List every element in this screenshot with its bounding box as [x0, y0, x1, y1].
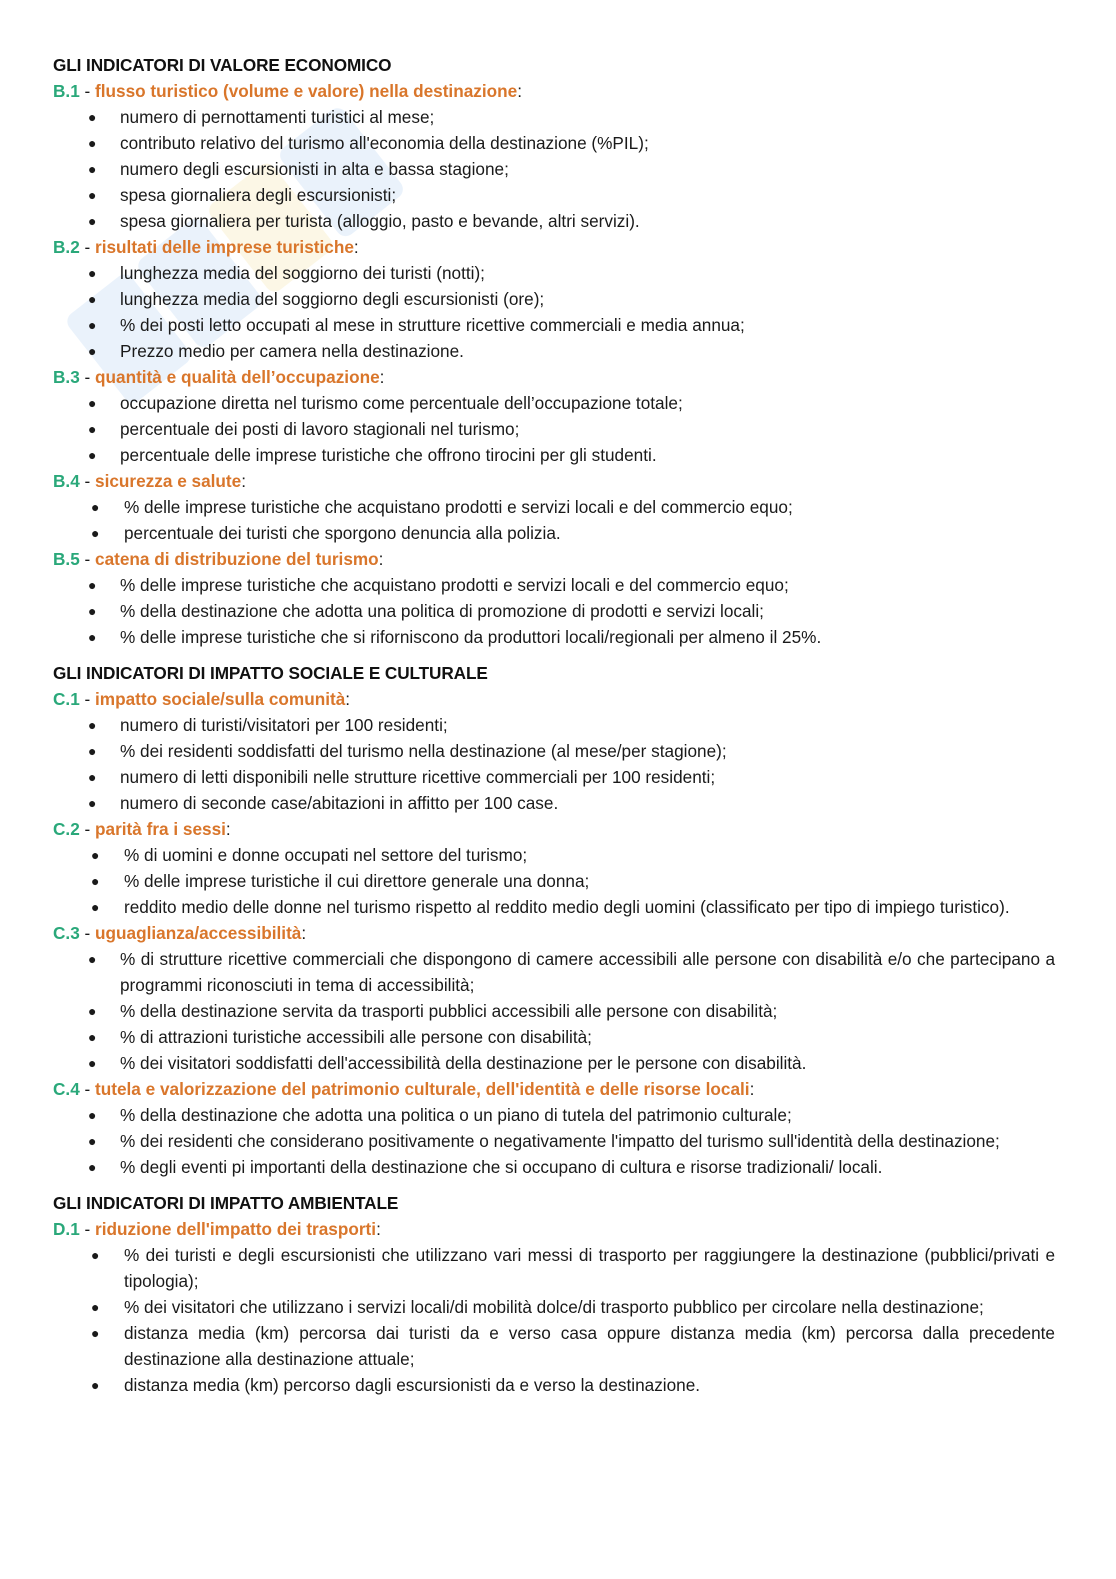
list-item — [53, 208, 1055, 234]
list-item — [53, 894, 1055, 920]
bullet-icon: ● — [91, 1377, 100, 1393]
indicator-list — [53, 104, 1055, 234]
list-item — [53, 130, 1055, 156]
indicator-group-title — [53, 686, 1055, 712]
indicator-group — [53, 1076, 1055, 1180]
list-item — [53, 312, 1055, 338]
list-item-text: % dei visitatori soddisfatti dell'accessibilità della destinazione per le persone con disabilità. — [120, 1053, 807, 1073]
indicator-code: B.3 — [53, 367, 80, 387]
list-item — [53, 286, 1055, 312]
section-heading: GLI INDICATORI DI IMPATTO AMBIENTALE — [53, 1193, 399, 1213]
list-item-text: % delle imprese turistiche che acquistano prodotti e servizi locali e del commercio equo; — [120, 575, 789, 595]
list-item — [53, 104, 1055, 130]
bullet-icon: ● — [91, 847, 100, 863]
list-item-text: % degli eventi pi importanti della destinazione che si occupano di cultura e risorse tradizionali/ locali. — [120, 1157, 883, 1177]
list-item — [53, 390, 1055, 416]
list-item — [53, 260, 1055, 286]
list-item-text: % di attrazioni turistiche accessibili alle persone con disabilità; — [120, 1027, 592, 1047]
list-item-text: % dei residenti che considerano positivamente o negativamente l'impatto del turismo sull'identità della destinazione; — [120, 1131, 1000, 1151]
indicator-name: uguaglianza/accessibilità — [95, 923, 302, 943]
list-item-text: numero di turisti/visitatori per 100 residenti; — [120, 715, 448, 735]
bullet-icon: ● — [91, 1247, 100, 1263]
indicator-group — [53, 364, 1055, 468]
indicator-code: B.1 — [53, 81, 80, 101]
indicator-code: C.3 — [53, 923, 80, 943]
separator-dash: - — [79, 471, 96, 491]
bullet-icon: ● — [88, 161, 97, 177]
bullet-icon: ● — [88, 1029, 97, 1045]
indicator-list — [53, 712, 1055, 816]
list-item-text: percentuale dei turisti che sporgono denuncia alla polizia. — [124, 523, 561, 543]
bullet-icon: ● — [88, 265, 97, 281]
bullet-icon: ● — [91, 899, 100, 915]
bullet-icon: ● — [91, 873, 100, 889]
bullet-icon: ● — [88, 1055, 97, 1071]
indicator-list — [53, 494, 1055, 546]
indicator-code: B.4 — [53, 471, 80, 491]
bullet-icon: ● — [91, 499, 100, 515]
bullet-icon: ● — [88, 743, 97, 759]
indicator-list — [53, 946, 1055, 1076]
indicator-group-title — [53, 234, 1055, 260]
list-item-text: % della destinazione che adotta una politica o un piano di tutela del patrimonio culturale; — [120, 1105, 792, 1125]
separator-dash: - — [79, 1219, 96, 1239]
list-item — [53, 842, 1055, 868]
indicator-group — [53, 234, 1055, 364]
list-item-text: reddito medio delle donne nel turismo rispetto al reddito medio degli uomini (classificato per tipo di impiego turistico). — [124, 897, 1010, 917]
document-page — [53, 52, 1055, 1398]
list-item — [53, 1128, 1055, 1154]
list-item-text: spesa giornaliera per turista (alloggio, pasto e bevande, altri servizi). — [120, 211, 640, 231]
separator-dash: - — [79, 549, 96, 569]
separator-dash: - — [79, 367, 96, 387]
bullet-icon: ● — [88, 629, 97, 645]
list-item — [53, 946, 1055, 998]
list-item — [53, 182, 1055, 208]
list-item — [53, 790, 1055, 816]
list-item — [53, 738, 1055, 764]
list-item-text: numero di pernottamenti turistici al mese; — [120, 107, 435, 127]
indicator-name: impatto sociale/sulla comunità — [95, 689, 346, 709]
bullet-icon: ● — [88, 1159, 97, 1175]
list-item — [53, 442, 1055, 468]
separator-dash: - — [79, 819, 96, 839]
list-item-text: contributo relativo del turismo all'economia della destinazione (%PIL); — [120, 133, 649, 153]
colon: : — [749, 1079, 755, 1099]
bullet-icon: ● — [88, 795, 97, 811]
indicator-group-title — [53, 1076, 1055, 1102]
list-item — [53, 1024, 1055, 1050]
section — [53, 660, 1055, 1180]
colon: : — [241, 471, 246, 491]
bullet-icon: ● — [88, 769, 97, 785]
colon: : — [379, 367, 385, 387]
separator-dash: - — [79, 237, 96, 257]
list-item — [53, 624, 1055, 650]
list-item — [53, 868, 1055, 894]
list-item-text: % delle imprese turistiche che acquistano prodotti e servizi locali e del commercio equo; — [124, 497, 793, 517]
colon: : — [345, 689, 351, 709]
bullet-icon: ● — [88, 343, 97, 359]
colon: : — [378, 549, 384, 569]
bullet-icon: ● — [88, 213, 97, 229]
indicator-list — [53, 842, 1055, 920]
list-item-text: lunghezza media del soggiorno degli escursionisti (ore); — [120, 289, 545, 309]
indicator-name: parità fra i sessi — [95, 819, 226, 839]
bullet-icon: ● — [88, 1003, 97, 1019]
separator-dash: - — [79, 923, 96, 943]
indicator-name: tutela e valorizzazione del patrimonio culturale, dell'identità e delle risorse locali — [95, 1079, 750, 1099]
list-item — [53, 1242, 1055, 1294]
colon: : — [301, 923, 307, 943]
bullet-icon: ● — [88, 187, 97, 203]
list-item-text: percentuale delle imprese turistiche che offrono tirocini per gli studenti. — [120, 445, 657, 465]
indicator-list — [53, 1102, 1055, 1180]
list-item-text: % della destinazione che adotta una politica di promozione di prodotti e servizi locali; — [120, 601, 764, 621]
bullet-icon: ● — [88, 109, 97, 125]
list-item-text: numero di seconde case/abitazioni in affitto per 100 case. — [120, 793, 559, 813]
bullet-icon: ● — [88, 291, 97, 307]
bullet-icon: ● — [88, 421, 97, 437]
indicator-group — [53, 920, 1055, 1076]
list-item — [53, 764, 1055, 790]
list-item-text: % di strutture ricettive commerciali che dispongono di camere accessibili alle persone con disabilità e/o che partecipano a programmi riconosciuti in tema di accessibilità; — [120, 949, 1055, 995]
list-item — [53, 712, 1055, 738]
indicator-code: C.4 — [53, 1079, 80, 1099]
list-item-text: numero degli escursionisti in alta e bassa stagione; — [120, 159, 509, 179]
indicator-code: C.1 — [53, 689, 80, 709]
list-item-text: spesa giornaliera degli escursionisti; — [120, 185, 397, 205]
indicator-group-title — [53, 364, 1055, 390]
list-item-text: % delle imprese turistiche il cui direttore generale una donna; — [124, 871, 590, 891]
indicator-name: sicurezza e salute — [95, 471, 242, 491]
indicator-list — [53, 1242, 1055, 1398]
bullet-icon: ● — [88, 317, 97, 333]
bullet-icon: ● — [88, 135, 97, 151]
colon: : — [225, 819, 231, 839]
list-item-text: % dei residenti soddisfatti del turismo nella destinazione (al mese/per stagione); — [120, 741, 727, 761]
bullet-icon: ● — [88, 1133, 97, 1149]
list-item-text: percentuale dei posti di lavoro stagionali nel turismo; — [120, 419, 520, 439]
separator-dash: - — [79, 81, 96, 101]
list-item-text: Prezzo medio per camera nella destinazione. — [120, 341, 464, 361]
colon: : — [376, 1219, 381, 1239]
indicator-code: B.2 — [53, 237, 80, 257]
list-item-text: occupazione diretta nel turismo come percentuale dell’occupazione totale; — [120, 393, 683, 413]
indicator-name: quantità e qualità dell’occupazione — [95, 367, 380, 387]
section-heading: GLI INDICATORI DI IMPATTO SOCIALE E CULTURALE — [53, 663, 488, 683]
bullet-icon: ● — [88, 717, 97, 733]
indicator-group — [53, 468, 1055, 546]
list-item — [53, 1294, 1055, 1320]
indicator-group-title — [53, 920, 1055, 946]
indicator-list — [53, 390, 1055, 468]
list-item — [53, 520, 1055, 546]
indicator-name: flusso turistico (volume e valore) nella destinazione — [95, 81, 518, 101]
bullet-icon: ● — [91, 525, 100, 541]
list-item — [53, 156, 1055, 182]
indicator-code: D.1 — [53, 1219, 80, 1239]
indicator-group-title — [53, 78, 1055, 104]
indicator-group-title — [53, 816, 1055, 842]
list-item — [53, 1050, 1055, 1076]
list-item — [53, 494, 1055, 520]
list-item — [53, 1320, 1055, 1372]
list-item — [53, 1102, 1055, 1128]
colon: : — [517, 81, 522, 101]
list-item — [53, 338, 1055, 364]
separator-dash: - — [79, 689, 96, 709]
list-item-text: distanza media (km) percorso dagli escursionisti da e verso la destinazione. — [124, 1375, 701, 1395]
bullet-icon: ● — [88, 447, 97, 463]
indicator-name: risultati delle imprese turistiche — [95, 237, 354, 257]
bullet-icon: ● — [88, 951, 97, 967]
indicator-group-title — [53, 468, 1055, 494]
list-item-text: % dei posti letto occupati al mese in strutture ricettive commerciali e media annua; — [120, 315, 745, 335]
indicator-code: C.2 — [53, 819, 80, 839]
bullet-icon: ● — [91, 1325, 100, 1341]
bullet-icon: ● — [88, 603, 97, 619]
bullet-icon: ● — [88, 577, 97, 593]
list-item-text: % dei turisti e degli escursionisti che utilizzano vari messi di trasporto per raggiungere la destinazione (pubblici/privati e tipologia); — [124, 1245, 1055, 1291]
list-item — [53, 998, 1055, 1024]
bullet-icon: ● — [88, 1107, 97, 1123]
bullet-icon: ● — [91, 1299, 100, 1315]
indicator-list — [53, 260, 1055, 364]
list-item-text: % di uomini e donne occupati nel settore del turismo; — [124, 845, 528, 865]
list-item — [53, 598, 1055, 624]
list-item — [53, 572, 1055, 598]
indicator-list — [53, 572, 1055, 650]
separator-dash: - — [79, 1079, 96, 1099]
list-item-text: % della destinazione servita da trasporti pubblici accessibili alle persone con disabilità; — [120, 1001, 778, 1021]
colon: : — [353, 237, 359, 257]
list-item — [53, 1154, 1055, 1180]
list-item-text: % dei visitatori che utilizzano i servizi locali/di mobilità dolce/di trasporto pubblico per circolare nella destinazione; — [124, 1297, 984, 1317]
list-item — [53, 416, 1055, 442]
list-item-text: distanza media (km) percorsa dai turisti da e verso casa oppure distanza media (km) percorsa dalla precedente destinazione alla destinazione attuale; — [124, 1323, 1055, 1369]
indicator-group-title — [53, 1216, 1055, 1242]
indicator-group — [53, 546, 1055, 650]
indicator-group — [53, 816, 1055, 920]
section-heading: GLI INDICATORI DI VALORE ECONOMICO — [53, 55, 392, 75]
indicator-group — [53, 78, 1055, 234]
indicator-group-title — [53, 546, 1055, 572]
indicator-name: catena di distribuzione del turismo — [95, 549, 379, 569]
list-item-text: % delle imprese turistiche che si riforniscono da produttori locali/regionali per almeno il 25%. — [120, 627, 822, 647]
list-item-text: lunghezza media del soggiorno dei turisti (notti); — [120, 263, 485, 283]
indicator-group — [53, 1216, 1055, 1398]
indicator-code: B.5 — [53, 549, 80, 569]
bullet-icon: ● — [88, 395, 97, 411]
list-item-text: numero di letti disponibili nelle strutture ricettive commerciali per 100 residenti; — [120, 767, 716, 787]
indicator-name: riduzione dell'impatto dei trasporti — [95, 1219, 377, 1239]
section — [53, 1190, 1055, 1398]
section — [53, 52, 1055, 650]
list-item — [53, 1372, 1055, 1398]
indicator-group — [53, 686, 1055, 816]
